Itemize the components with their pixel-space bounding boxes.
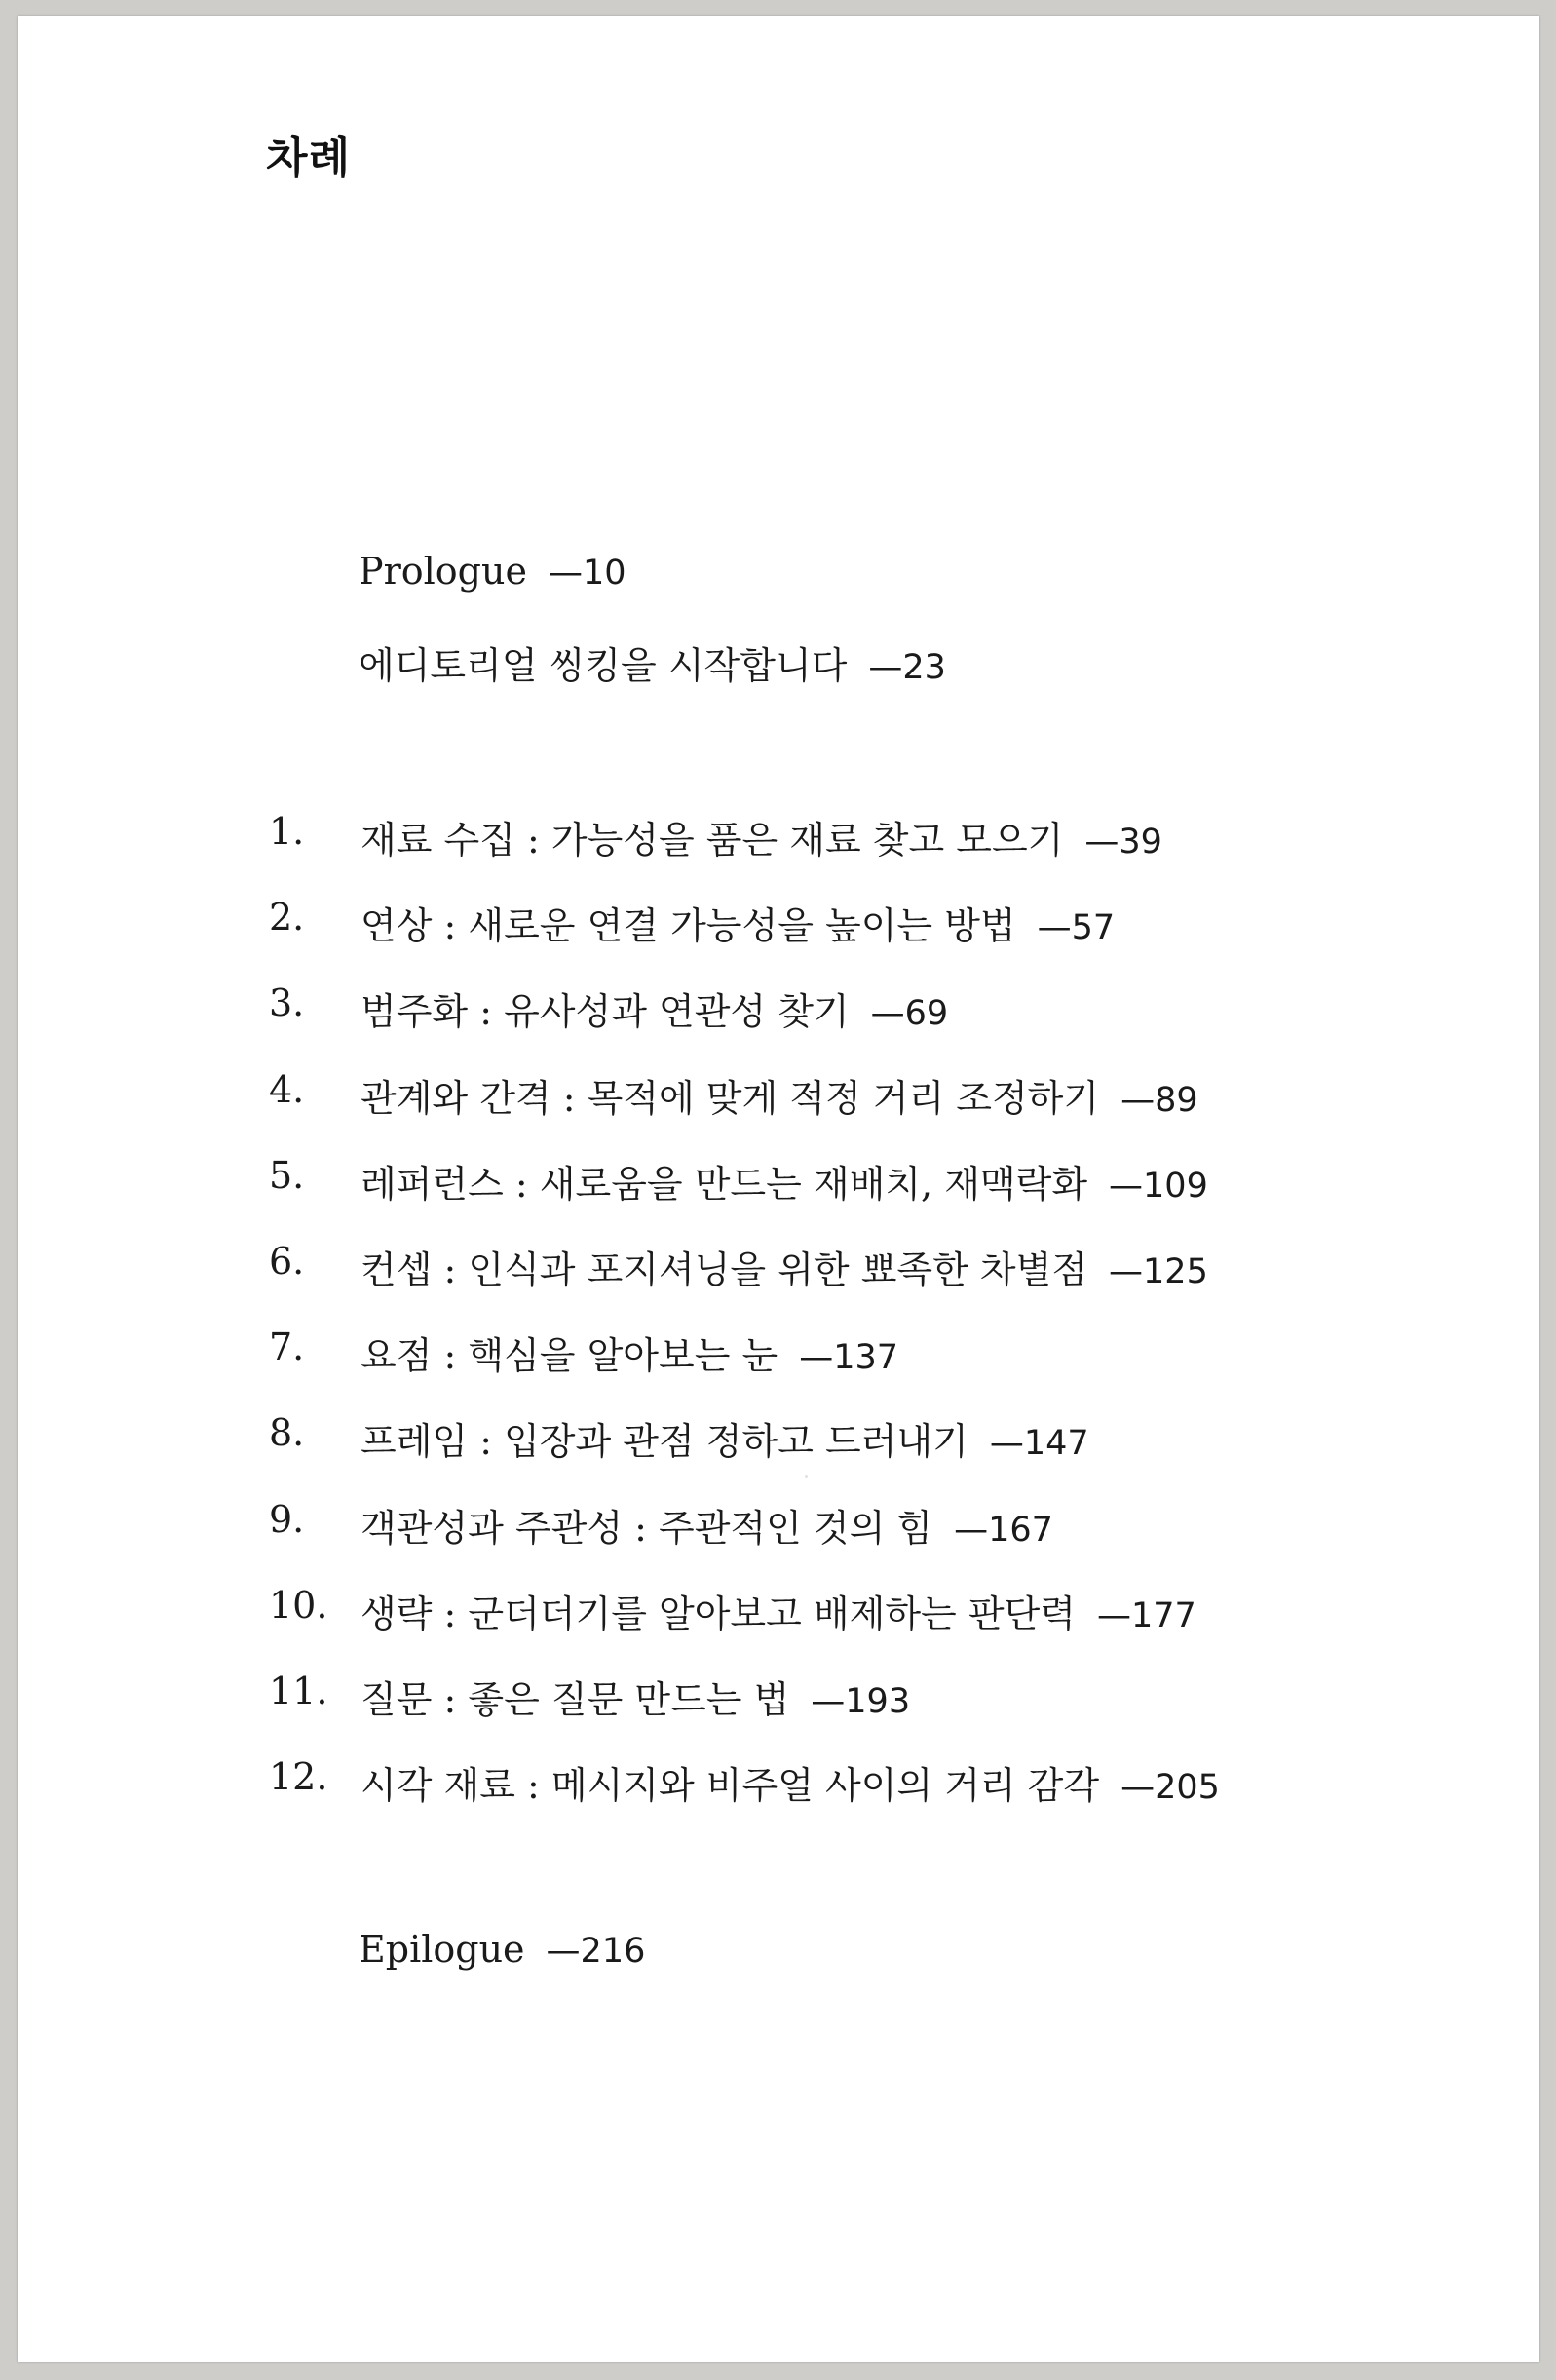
- chapter-number: 1.: [269, 810, 305, 853]
- chapter-number: 10.: [269, 1583, 328, 1627]
- chapter-title: 요점 : 핵심을 알아보는 눈: [361, 1334, 778, 1378]
- chapter-title: 범주화 : 유사성과 연관성 찾기: [361, 990, 850, 1034]
- page-number: —167: [954, 1510, 1053, 1550]
- chapter-number: 2.: [269, 896, 305, 940]
- chapter-number: 5.: [269, 1153, 305, 1197]
- chapter-title: 질문 : 좋은 질문 만드는 법: [361, 1678, 790, 1721]
- entry-title: Epilogue: [359, 1928, 525, 1971]
- chapter-title: 프레임 : 입장과 관점 정하고 드러내기: [361, 1420, 968, 1464]
- chapter-line: [361, 1584, 1196, 1637]
- chapter-line: [361, 1325, 898, 1379]
- chapter-number: 8.: [269, 1411, 305, 1455]
- chapter-line: [361, 1498, 1053, 1552]
- chapter-line: [361, 1154, 1208, 1208]
- chapter-line: [361, 896, 1115, 949]
- page-number: —69: [870, 994, 949, 1034]
- toc-heading: 차례: [266, 134, 352, 183]
- chapter-title: 연상 : 새로운 연결 가능성을 높이는 방법: [361, 904, 1016, 948]
- page-number: —147: [989, 1424, 1089, 1464]
- chapter-number: 9.: [269, 1497, 305, 1541]
- chapter-number: 7.: [269, 1325, 305, 1369]
- chapter-line: [361, 1240, 1208, 1293]
- chapter-number: 4.: [269, 1067, 305, 1111]
- page-number: —125: [1109, 1252, 1208, 1291]
- chapter-line: [361, 1670, 910, 1723]
- chapter-line: [361, 1411, 1089, 1465]
- page-number: —193: [811, 1682, 911, 1721]
- chapter-number: 3.: [269, 981, 305, 1025]
- chapter-line: [361, 981, 948, 1035]
- entry-title: Prologue: [359, 550, 527, 593]
- book-page: [18, 16, 1539, 2362]
- chapter-title: 생략 : 군더더기를 알아보고 배제하는 판단력: [361, 1592, 1076, 1635]
- page-number: —137: [799, 1338, 899, 1378]
- chapter-line: [361, 1068, 1198, 1122]
- paper-speck: [805, 1475, 808, 1478]
- page-number: —216: [546, 1932, 646, 1971]
- chapter-title: 레퍼런스 : 새로움을 만드는 재배치, 재맥락화: [361, 1162, 1088, 1206]
- chapter-line: [361, 1755, 1220, 1809]
- page-number: —39: [1084, 823, 1162, 862]
- entry-line: [359, 550, 626, 593]
- entry-title: 에디토리얼 씽킹을 시작합니다: [359, 644, 848, 687]
- chapter-title: 관계와 간격 : 목적에 맞게 적정 거리 조정하기: [361, 1076, 1100, 1120]
- page-number: —23: [868, 648, 946, 687]
- page-number: —10: [548, 554, 626, 593]
- chapter-number: 12.: [269, 1755, 328, 1799]
- chapter-line: [361, 810, 1162, 864]
- chapter-number: 6.: [269, 1240, 305, 1283]
- page-number: —57: [1037, 908, 1116, 948]
- page-number: —109: [1109, 1166, 1208, 1206]
- chapter-title: 객관성과 주관성 : 주관적인 것의 힘: [361, 1506, 933, 1550]
- chapter-number: 11.: [269, 1670, 328, 1712]
- entry-line: [359, 635, 946, 689]
- chapter-title: 컨셉 : 인식과 포지셔닝을 위한 뾰족한 차별점: [361, 1248, 1088, 1291]
- entry-line: [359, 1928, 645, 1971]
- chapter-title: 시각 재료 : 메시지와 비주얼 사이의 거리 감각: [361, 1764, 1100, 1808]
- chapter-title: 재료 수집 : 가능성을 품은 재료 찾고 모으기: [361, 819, 1064, 862]
- page-number: —177: [1096, 1595, 1196, 1635]
- page-number: —205: [1120, 1768, 1220, 1808]
- page-number: —89: [1120, 1080, 1198, 1120]
